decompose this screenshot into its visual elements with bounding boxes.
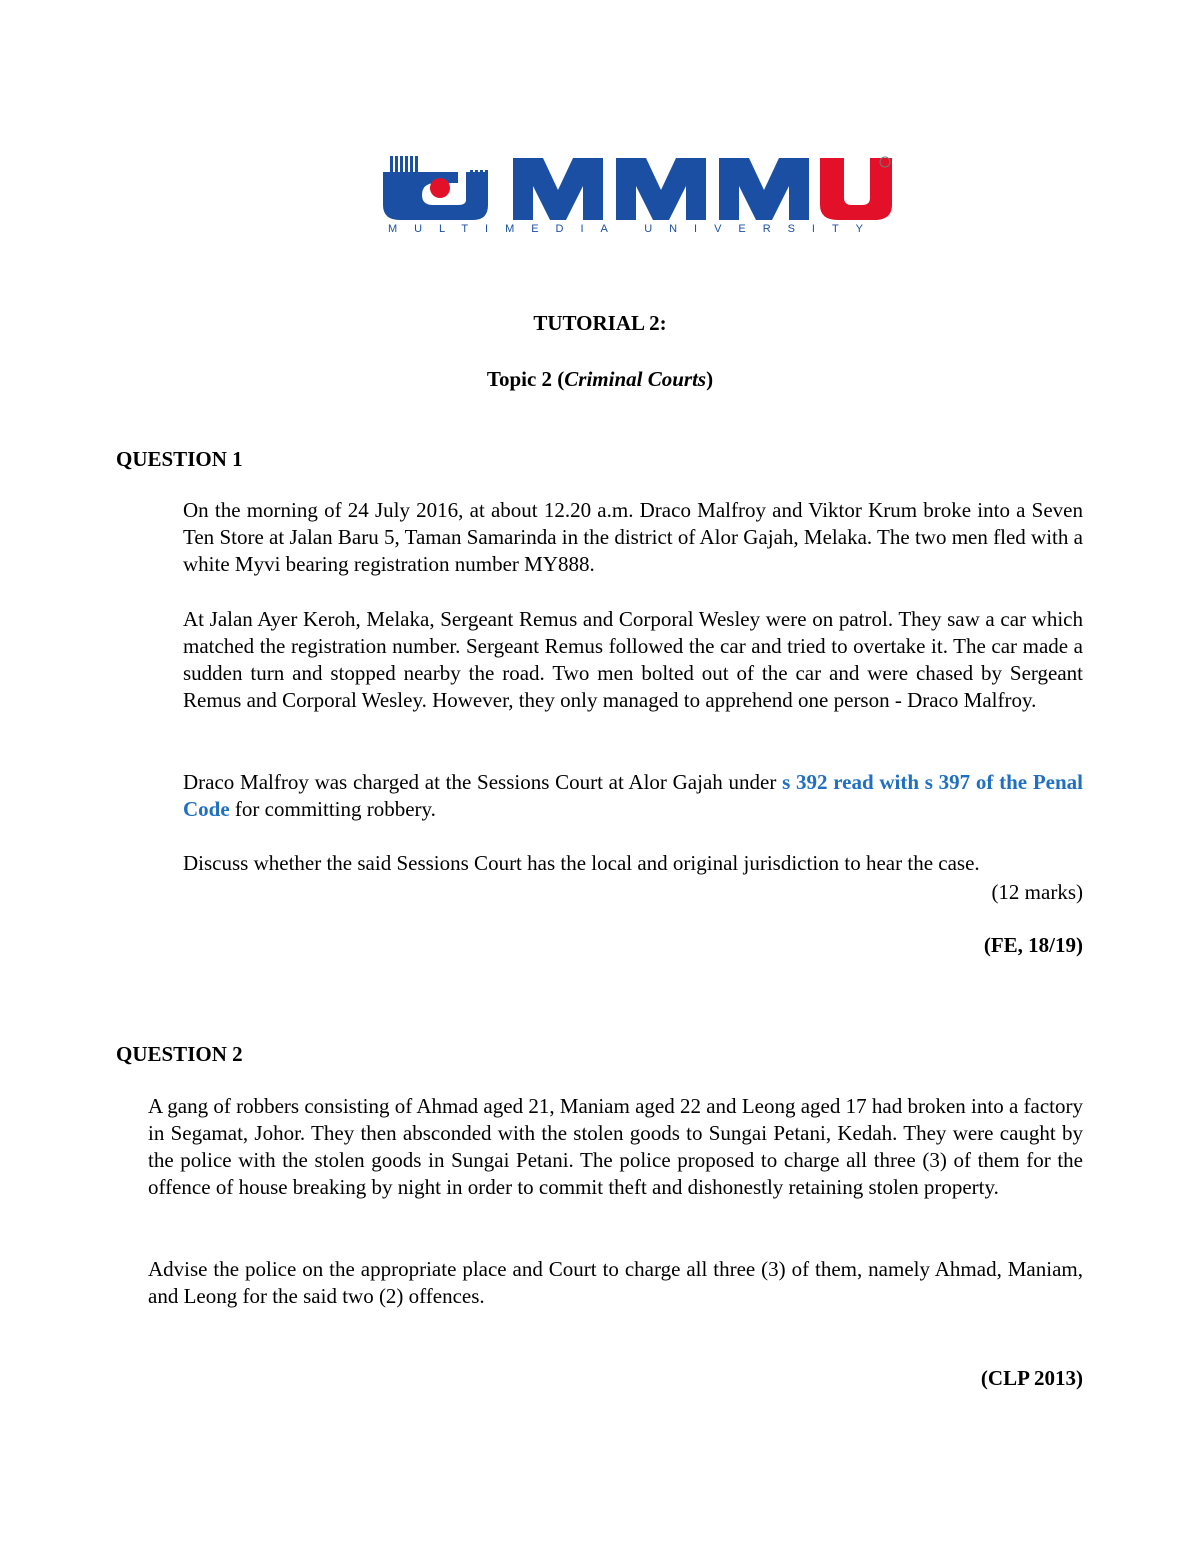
mmu-logo [378,150,903,240]
logo-subtitle: MULTIMEDIA UNIVERSITY [388,223,864,235]
paragraph-3-text-after: for committing robbery. [229,797,436,821]
question-1-paragraph-3 [183,769,1083,823]
question-2-source: (CLP 2013) [980,1366,1083,1390]
question-1-paragraph-4: Discuss whether the said Sessions Court has the local and original jurisdiction to hear the case. [183,851,980,875]
tutorial-title: TUTORIAL 2: [533,311,667,335]
penal-code-reference[interactable]: s 392 read with s 397 of the Penal Code [183,770,1084,821]
topic-line [0,366,1200,392]
topic-suffix: ) [706,367,714,391]
topic-name: Criminal Courts [564,367,707,391]
question-1-source: (FE, 18/19) [983,933,1083,957]
question-1-paragraph-2: At Jalan Ayer Keroh, Melaka, Sergeant Remus and Corporal Wesley were on patrol. They saw a car which matched the registration number. Sergeant Remus followed the car and tried to overtake it. The car made a sudden turn and stopped nearby the road. Two men bolted out of the car and were chased by Sergeant Remus and Corporal Wesley. However, they only managed to apprehend one person - Draco Malfroy. [183,607,1083,712]
question-1-marks: (12 marks) [991,880,1083,904]
question-1-paragraph-1: On the morning of 24 July 2016, at about 12.20 a.m. Draco Malfroy and Viktor Krum broke into a Seven Ten Store at Jalan Baru 5, Taman Samarinda in the district of Alor Gajah, Melaka. The two men fled with a white Myvi bearing registration number MY888. [183,498,1083,576]
paragraph-3-text-before: Draco Malfroy was charged at the Sessions Court at Alor Gajah under [183,770,783,794]
question-2-paragraph-1: A gang of robbers consisting of Ahmad aged 21, Maniam aged 22 and Leong aged 17 had broken into a factory in Segamat, Johor. They then absconded with the stolen goods to Sungai Petani, Kedah. They were caught by the police with the stolen goods in Sungai Petani. The police proposed to charge all three (3) of them for the offence of house breaking by night in order to commit theft and dishonestly retaining stolen property. [148,1094,1083,1199]
question-1-heading: QUESTION 1 [116,447,243,471]
question-2-paragraph-2: Advise the police on the appropriate place and Court to charge all three (3) of them, namely Ahmad, Maniam, and Leong for the said two (2) offences. [148,1257,1083,1308]
question-2-heading: QUESTION 2 [116,1042,243,1066]
topic-prefix: Topic 2 ( [486,367,565,391]
